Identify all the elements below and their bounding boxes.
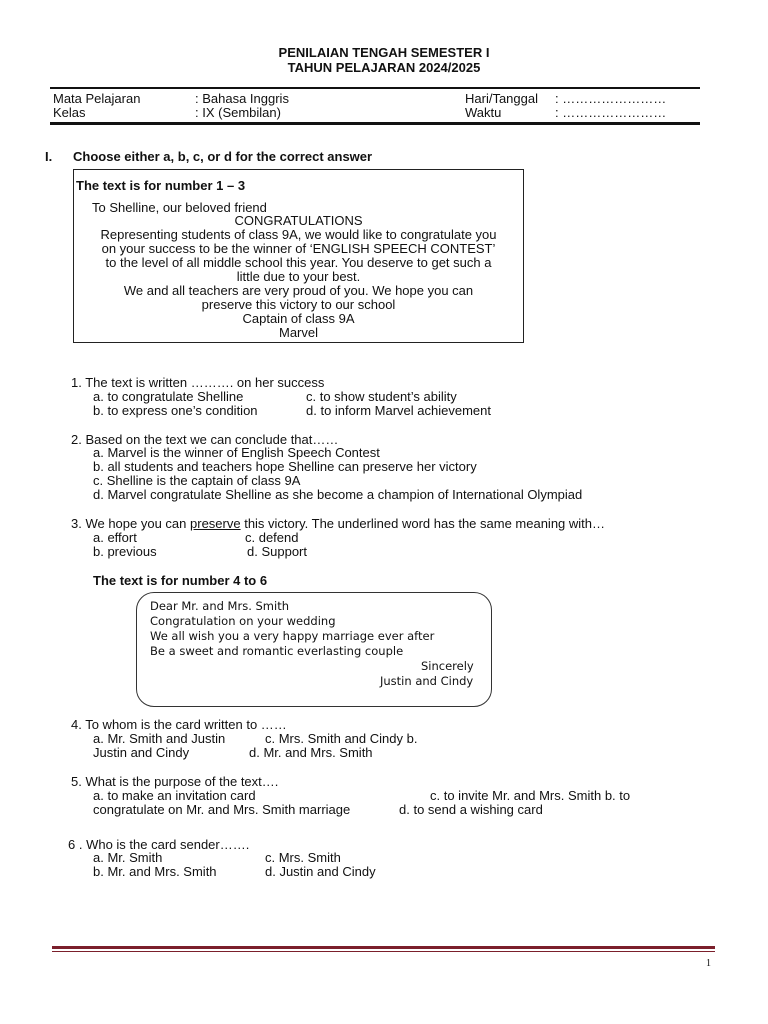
section-number: I. [45,149,53,164]
time-label: Waktu [465,105,502,120]
q4-option-d: d. Mr. and Mrs. Smith [249,745,373,760]
question-6: 6 . Who is the card sender……. [68,837,250,852]
q1-option-a: a. to congratulate Shelline [93,389,244,404]
subject-label: Mata Pelajaran [53,91,141,106]
footer-rule-thin [52,951,715,952]
card-line: Congratulation on your wedding [150,614,336,628]
q5-option-d: d. to send a wishing card [399,802,543,817]
text1-heading: The text is for number 1 – 3 [76,178,246,193]
day-label: Hari/Tanggal [465,91,538,106]
text1-line: to the level of all middle school this year. You deserve to get such a [105,255,492,270]
question-5: 5. What is the purpose of the text…. [71,774,279,789]
wedding-card [136,592,492,707]
text1-line: on your success to be the winner of ‘ENGLISH SPEECH CONTEST’ [101,241,496,256]
card-closing: Sincerely [421,659,474,673]
page-number: 1 [706,958,711,969]
question-3 [71,517,605,531]
q1-option-b: b. to express one’s condition [93,403,258,418]
q3-stem-end: this victory. The underlined word has the same meaning with… [240,516,606,531]
header-bottom-rule [50,122,700,125]
q4-option-c: c. Mrs. Smith and Cindy b. [265,731,418,746]
q4-option-a: a. Mr. Smith and Justin [93,731,226,746]
q3-option-a: a. effort [93,530,137,545]
text2-heading: The text is for number 4 to 6 [93,573,268,588]
q2-option-b: b. all students and teachers hope Shelline can preserve her victory [93,459,477,474]
q4-option-b: Justin and Cindy [93,745,190,760]
q1-option-d: d. to inform Marvel achievement [306,403,491,418]
card-line: We all wish you a very happy marriage ever after [150,629,435,643]
day-value: : …………………… [555,91,667,106]
text1-line: little due to your best. [236,269,361,284]
text1-title: CONGRATULATIONS [234,213,363,228]
text-box-1 [73,169,524,343]
text1-line: We and all teachers are very proud of you. We hope you can [123,283,474,298]
q2-option-c: c. Shelline is the captain of class 9A [93,473,301,488]
text1-sender-title: Captain of class 9A [242,311,355,326]
section-instruction: Choose either a, b, c, or d for the correct answer [73,149,373,164]
text1-line: Representing students of class 9A, we would like to congratulate you [100,227,497,242]
text1-greeting: To Shelline, our beloved friend [92,200,267,215]
q3-stem-start: 3. We hope you can [71,516,191,531]
exam-title: PENILAIAN TENGAH SEMESTER I [278,45,490,60]
text1-sender-name: Marvel [278,325,318,340]
q3-option-d: d. Support [247,544,307,559]
school-year: TAHUN PELAJARAN 2024/2025 [287,60,481,75]
q3-option-c: c. defend [245,530,299,545]
question-1: 1. The text is written ………. on her success [71,375,325,390]
text1-line: preserve this victory to our school [201,297,396,312]
class-label: Kelas [53,105,86,120]
time-value: : …………………… [555,105,667,120]
question-2: 2. Based on the text we can conclude that…… [71,432,339,447]
header-top-rule [50,87,700,89]
q5-option-c: c. to invite Mr. and Mrs. Smith b. to [430,788,631,803]
q5-option-b: congratulate on Mr. and Mrs. Smith marriage [93,802,351,817]
q6-option-c: c. Mrs. Smith [265,850,341,865]
card-signature: Justin and Cindy [380,674,474,688]
q3-option-b: b. previous [93,544,157,559]
q1-option-c: c. to show student’s ability [306,389,457,404]
q6-option-a: a. Mr. Smith [93,850,163,865]
card-line: Dear Mr. and Mrs. Smith [150,599,290,613]
question-4: 4. To whom is the card written to …… [71,717,287,732]
q2-option-a: a. Marvel is the winner of English Speech Contest [93,445,380,460]
subject-value: : Bahasa Inggris [195,91,289,106]
footer-rule-thick [52,946,715,949]
card-line: Be a sweet and romantic everlasting couple [150,644,404,658]
q5-option-a: a. to make an invitation card [93,788,256,803]
q2-option-d: d. Marvel congratulate Shelline as she become a champion of International Olympiad [93,487,583,502]
q6-option-d: d. Justin and Cindy [265,864,376,879]
q3-underlined-word: preserve [190,516,241,531]
class-value: : IX (Sembilan) [195,105,281,120]
q6-option-b: b. Mr. and Mrs. Smith [93,864,217,879]
